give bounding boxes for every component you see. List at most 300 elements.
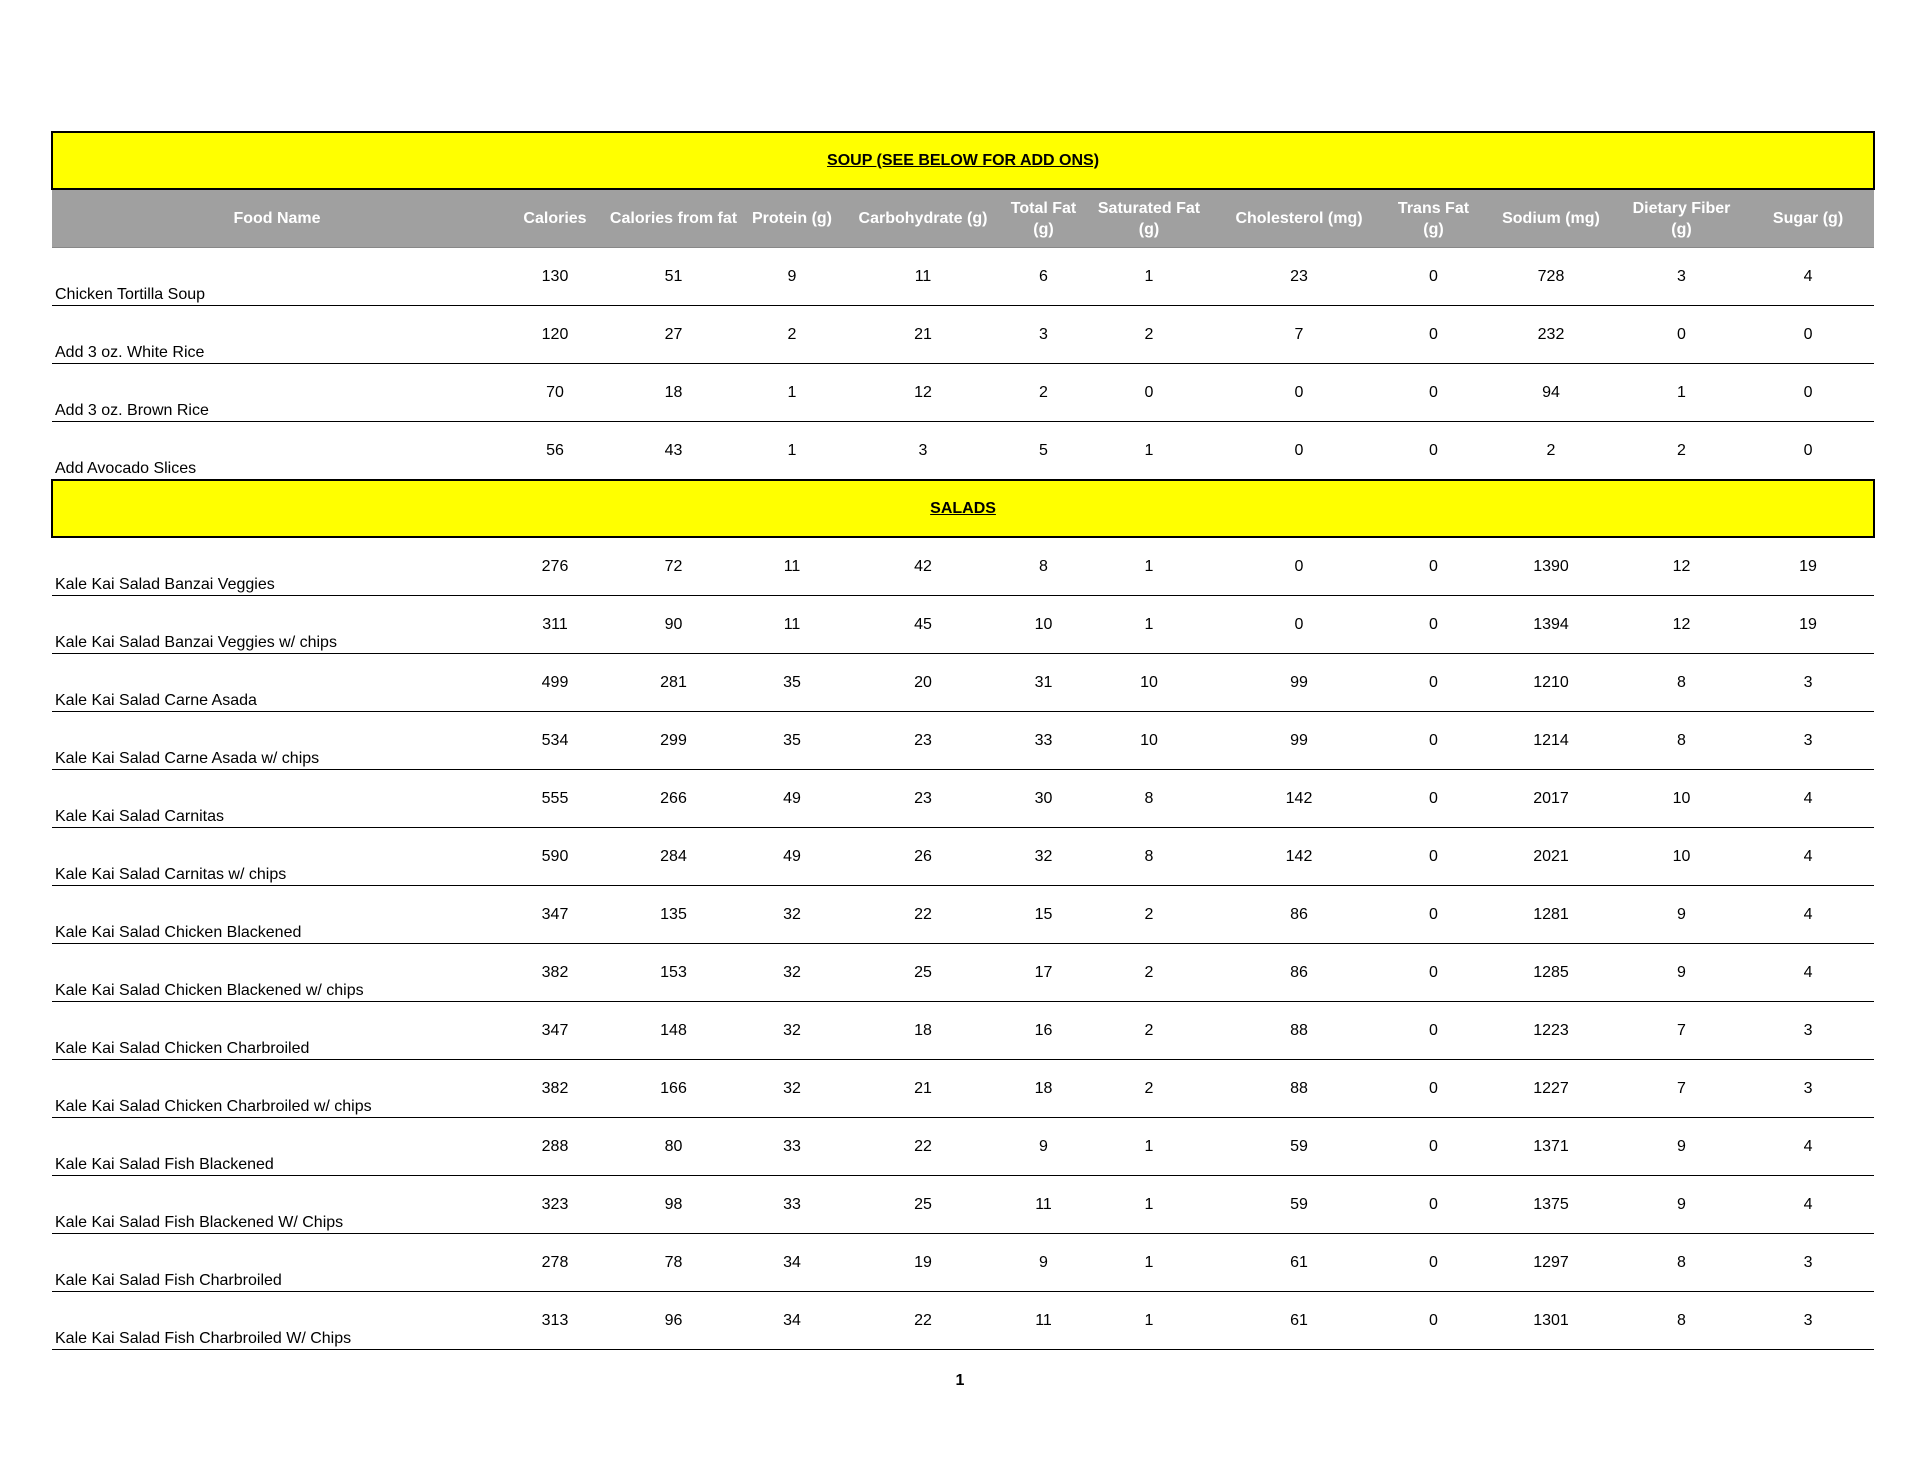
cell-value: 86 — [1290, 964, 1308, 981]
value-cell — [845, 422, 1001, 481]
value-cell — [1481, 654, 1621, 712]
cell-value: 3 — [918, 442, 928, 459]
cell-value: 1 — [787, 442, 797, 459]
cell-value: 59 — [1290, 1138, 1308, 1155]
value-cell — [1481, 1118, 1621, 1176]
value-cell — [1481, 248, 1621, 306]
value-cell — [502, 654, 608, 712]
value-cell — [845, 712, 1001, 770]
value-cell — [739, 712, 845, 770]
cell-value: 5 — [1039, 442, 1048, 459]
cell-value: 0 — [1429, 1080, 1438, 1097]
food-name-cell: Add Avocado Slices — [52, 422, 502, 481]
cell-value: 9 — [1039, 1254, 1048, 1271]
cell-value: 18 — [1034, 1080, 1053, 1097]
value-cell — [1212, 537, 1386, 596]
cell-value: 32 — [783, 964, 801, 981]
cell-value: 0 — [1429, 384, 1438, 401]
value-cell — [845, 364, 1001, 422]
value-cell — [502, 1176, 608, 1234]
table-row — [52, 364, 1874, 422]
cell-value: 4 — [1803, 964, 1813, 981]
value-cell — [739, 364, 845, 422]
column-header: Food Name — [52, 189, 502, 248]
cell-value: 142 — [1285, 790, 1313, 807]
cell-value: 19 — [1799, 558, 1817, 575]
value-cell — [1481, 364, 1621, 422]
value-cell — [1742, 712, 1874, 770]
cell-value: 1214 — [1533, 732, 1569, 749]
value-cell — [845, 537, 1001, 596]
value-cell — [608, 944, 739, 1002]
value-cell — [1001, 770, 1086, 828]
value-cell — [845, 1234, 1001, 1292]
cell-value: 0 — [1429, 1196, 1438, 1213]
value-cell — [739, 828, 845, 886]
value-cell — [739, 944, 845, 1002]
cell-value: 499 — [541, 674, 569, 691]
value-cell — [1086, 364, 1212, 422]
section-header — [52, 132, 1874, 189]
value-cell — [1742, 828, 1874, 886]
page-number: 1 — [955, 1372, 965, 1389]
cell-value: 1390 — [1533, 558, 1569, 575]
value-cell — [1621, 1292, 1742, 1350]
cell-value: 16 — [1034, 1022, 1053, 1039]
cell-value: 278 — [541, 1254, 569, 1271]
value-cell — [1621, 770, 1742, 828]
table-row — [52, 944, 1874, 1002]
value-cell — [739, 1002, 845, 1060]
value-cell — [1481, 1002, 1621, 1060]
value-cell — [608, 1060, 739, 1118]
value-cell — [739, 306, 845, 364]
cell-value: 8 — [1039, 558, 1048, 575]
cell-value: 33 — [1034, 732, 1053, 749]
value-cell — [502, 770, 608, 828]
cell-value: 42 — [914, 558, 932, 575]
cell-value: 0 — [1429, 1022, 1438, 1039]
cell-value: 382 — [541, 964, 569, 981]
column-header: Protein (g) — [739, 189, 845, 248]
cell-value: 1281 — [1533, 906, 1569, 923]
cell-value: 0 — [1429, 674, 1438, 691]
cell-value: 728 — [1537, 268, 1565, 285]
cell-value: 59 — [1290, 1196, 1308, 1213]
cell-value: 0 — [1429, 1254, 1438, 1271]
cell-value: 23 — [914, 732, 932, 749]
value-cell — [739, 1176, 845, 1234]
value-cell — [845, 1176, 1001, 1234]
cell-value: 0 — [1429, 964, 1438, 981]
value-cell — [502, 596, 608, 654]
food-name-cell: Kale Kai Salad Chicken Charbroiled — [52, 1002, 502, 1060]
value-cell — [502, 364, 608, 422]
food-name-cell: Kale Kai Salad Fish Charbroiled W/ Chips — [52, 1292, 502, 1350]
value-cell — [502, 1060, 608, 1118]
cell-value: 35 — [783, 732, 801, 749]
cell-value: 0 — [1294, 442, 1304, 459]
value-cell — [1212, 364, 1386, 422]
cell-value: 98 — [664, 1196, 683, 1213]
cell-value: 0 — [1429, 848, 1438, 865]
column-header: Sodium (mg) — [1481, 189, 1621, 248]
value-cell — [608, 537, 739, 596]
column-header: Total Fat (g) — [1001, 189, 1086, 248]
column-header: Dietary Fiber (g) — [1621, 189, 1742, 248]
cell-value: 276 — [541, 558, 569, 575]
cell-value: 2 — [1144, 906, 1154, 923]
food-name-cell: Kale Kai Salad Fish Blackened W/ Chips — [52, 1176, 502, 1234]
cell-value: 323 — [541, 1196, 569, 1213]
cell-value: 1371 — [1533, 1138, 1569, 1155]
value-cell — [1212, 886, 1386, 944]
cell-value: 11 — [783, 616, 801, 633]
cell-value: 2 — [787, 326, 797, 343]
cell-value: 8 — [1677, 674, 1686, 691]
value-cell — [1386, 1292, 1481, 1350]
cell-value: 7 — [1294, 326, 1304, 343]
value-cell — [1481, 886, 1621, 944]
column-header: Cholesterol (mg) — [1212, 189, 1386, 248]
cell-value: 153 — [660, 964, 687, 981]
cell-value: 3 — [1803, 1254, 1813, 1271]
value-cell — [739, 654, 845, 712]
table-row — [52, 1176, 1874, 1234]
value-cell — [1742, 537, 1874, 596]
cell-value: 11 — [783, 558, 801, 575]
value-cell — [1386, 886, 1481, 944]
cell-value: 11 — [1035, 1196, 1052, 1213]
cell-value: 2 — [1677, 442, 1686, 459]
cell-value: 1 — [1144, 616, 1154, 633]
value-cell — [1212, 1234, 1386, 1292]
cell-value: 22 — [914, 1312, 932, 1329]
value-cell — [1386, 1002, 1481, 1060]
cell-value: 33 — [783, 1138, 801, 1155]
value-cell — [845, 886, 1001, 944]
cell-value: 32 — [783, 1080, 801, 1097]
value-cell — [1086, 1176, 1212, 1234]
value-cell — [1001, 248, 1086, 306]
value-cell — [502, 1234, 608, 1292]
cell-value: 99 — [1290, 732, 1308, 749]
value-cell — [1001, 1234, 1086, 1292]
cell-value: 23 — [914, 790, 932, 807]
value-cell — [1001, 422, 1086, 481]
cell-value: 3 — [1803, 1022, 1813, 1039]
table-row — [52, 306, 1874, 364]
value-cell — [1086, 248, 1212, 306]
cell-value: 32 — [783, 906, 801, 923]
value-cell — [608, 712, 739, 770]
cell-value: 2 — [1039, 384, 1048, 401]
cell-value: 4 — [1803, 1196, 1813, 1213]
value-cell — [1621, 306, 1742, 364]
cell-value: 20 — [914, 674, 932, 691]
value-cell — [845, 596, 1001, 654]
value-cell — [502, 306, 608, 364]
cell-value: 166 — [660, 1080, 687, 1097]
value-cell — [1212, 770, 1386, 828]
value-cell — [1086, 1118, 1212, 1176]
value-cell — [1386, 770, 1481, 828]
value-cell — [608, 1176, 739, 1234]
value-cell — [1386, 537, 1481, 596]
cell-value: 0 — [1429, 906, 1438, 923]
cell-value: 1227 — [1533, 1080, 1569, 1097]
value-cell — [1386, 828, 1481, 886]
cell-value: 94 — [1542, 384, 1560, 401]
value-cell — [1386, 1060, 1481, 1118]
table-row — [52, 770, 1874, 828]
cell-value: 1 — [1144, 268, 1154, 285]
value-cell — [845, 654, 1001, 712]
cell-value: 3 — [1803, 732, 1813, 749]
cell-value: 9 — [1677, 1138, 1686, 1155]
cell-value: 2021 — [1533, 848, 1569, 865]
cell-value: 1 — [1144, 1312, 1154, 1329]
value-cell — [1086, 537, 1212, 596]
cell-value: 299 — [660, 732, 687, 749]
cell-value: 142 — [1285, 848, 1313, 865]
cell-value: 17 — [1034, 964, 1053, 981]
column-header: Saturated Fat (g) — [1086, 189, 1212, 248]
table-row — [52, 1060, 1874, 1118]
value-cell — [502, 1118, 608, 1176]
value-cell — [502, 828, 608, 886]
column-header: Sugar (g) — [1742, 189, 1874, 248]
value-cell — [1742, 944, 1874, 1002]
value-cell — [1386, 1118, 1481, 1176]
cell-value: 120 — [541, 326, 569, 343]
cell-value: 34 — [783, 1312, 801, 1329]
cell-value: 3 — [1803, 674, 1813, 691]
cell-value: 288 — [541, 1138, 569, 1155]
column-header: Carbohydrate (g) — [845, 189, 1001, 248]
value-cell — [1086, 886, 1212, 944]
value-cell — [845, 1118, 1001, 1176]
value-cell — [608, 1234, 739, 1292]
cell-value: 347 — [541, 906, 569, 923]
column-header: Calories from fat — [608, 189, 739, 248]
value-cell — [1212, 1118, 1386, 1176]
value-cell — [1001, 828, 1086, 886]
value-cell — [1621, 654, 1742, 712]
cell-value: 25 — [914, 1196, 932, 1213]
cell-value: 0 — [1677, 326, 1686, 343]
food-name-cell: Add 3 oz. White Rice — [52, 306, 502, 364]
cell-value: 8 — [1677, 1312, 1686, 1329]
value-cell — [1742, 1060, 1874, 1118]
value-cell — [845, 248, 1001, 306]
cell-value: 2 — [1144, 326, 1154, 343]
value-cell — [739, 537, 845, 596]
cell-value: 232 — [1537, 326, 1565, 343]
value-cell — [608, 1002, 739, 1060]
value-cell — [1621, 596, 1742, 654]
cell-value: 0 — [1429, 790, 1438, 807]
value-cell — [1001, 537, 1086, 596]
cell-value: 70 — [546, 384, 564, 401]
value-cell — [1386, 364, 1481, 422]
value-cell — [1481, 1060, 1621, 1118]
cell-value: 12 — [1672, 616, 1691, 633]
cell-value: 18 — [914, 1022, 932, 1039]
value-cell — [502, 248, 608, 306]
value-cell — [1212, 248, 1386, 306]
cell-value: 22 — [914, 1138, 932, 1155]
value-cell — [608, 306, 739, 364]
value-cell — [739, 1118, 845, 1176]
cell-value: 10 — [1034, 616, 1053, 633]
value-cell — [845, 306, 1001, 364]
value-cell — [739, 596, 845, 654]
cell-value: 1 — [1144, 558, 1154, 575]
cell-value: 4 — [1803, 1138, 1813, 1155]
cell-value: 56 — [546, 442, 564, 459]
cell-value: 148 — [660, 1022, 687, 1039]
cell-value: 9 — [1039, 1138, 1048, 1155]
cell-value: 45 — [914, 616, 932, 633]
table-row — [52, 1292, 1874, 1350]
value-cell — [608, 596, 739, 654]
value-cell — [1621, 248, 1742, 306]
cell-value: 4 — [1803, 906, 1813, 923]
cell-value: 21 — [914, 1080, 932, 1097]
section-header — [52, 480, 1874, 537]
cell-value: 313 — [541, 1312, 569, 1329]
value-cell — [502, 422, 608, 481]
cell-value: 281 — [660, 674, 687, 691]
cell-value: 10 — [1672, 848, 1691, 865]
value-cell — [502, 537, 608, 596]
value-cell — [608, 654, 739, 712]
cell-value: 12 — [1672, 558, 1691, 575]
cell-value: 72 — [664, 558, 683, 575]
cell-value: 61 — [1290, 1312, 1308, 1329]
cell-value: 534 — [541, 732, 569, 749]
cell-value: 99 — [1290, 674, 1308, 691]
cell-value: 19 — [914, 1254, 932, 1271]
cell-value: 43 — [664, 442, 683, 459]
value-cell — [1481, 712, 1621, 770]
value-cell — [1001, 886, 1086, 944]
value-cell — [1742, 364, 1874, 422]
value-cell — [1212, 1060, 1386, 1118]
food-name-cell: Kale Kai Salad Carnitas — [52, 770, 502, 828]
value-cell — [1386, 712, 1481, 770]
value-cell — [1001, 306, 1086, 364]
value-cell — [845, 1002, 1001, 1060]
value-cell — [1386, 654, 1481, 712]
value-cell — [1742, 654, 1874, 712]
cell-value: 1394 — [1533, 616, 1569, 633]
value-cell — [739, 422, 845, 481]
cell-value: 88 — [1290, 1080, 1308, 1097]
cell-value: 9 — [1677, 1196, 1686, 1213]
cell-value: 0 — [1429, 442, 1438, 459]
value-cell — [1001, 944, 1086, 1002]
cell-value: 4 — [1803, 790, 1813, 807]
value-cell — [608, 364, 739, 422]
value-cell — [502, 712, 608, 770]
cell-value: 2 — [1144, 1022, 1154, 1039]
cell-value: 86 — [1290, 906, 1308, 923]
cell-value: 347 — [541, 1022, 569, 1039]
value-cell — [1621, 828, 1742, 886]
value-cell — [1212, 306, 1386, 364]
value-cell — [1086, 1060, 1212, 1118]
value-cell — [1742, 1176, 1874, 1234]
cell-value: 0 — [1294, 558, 1304, 575]
cell-value: 0 — [1803, 384, 1813, 401]
cell-value: 31 — [1034, 674, 1053, 691]
column-header: Calories — [502, 189, 608, 248]
table-row — [52, 1234, 1874, 1292]
value-cell — [1621, 422, 1742, 481]
cell-value: 15 — [1034, 906, 1053, 923]
value-cell — [845, 944, 1001, 1002]
food-name-cell: Kale Kai Salad Carne Asada — [52, 654, 502, 712]
cell-value: 90 — [664, 616, 683, 633]
value-cell — [1212, 1002, 1386, 1060]
cell-value: 0 — [1294, 616, 1304, 633]
cell-value: 3 — [1803, 1080, 1813, 1097]
value-cell — [1386, 1176, 1481, 1234]
value-cell — [845, 770, 1001, 828]
cell-value: 7 — [1677, 1080, 1686, 1097]
value-cell — [1481, 1234, 1621, 1292]
value-cell — [502, 886, 608, 944]
value-cell — [739, 1060, 845, 1118]
table-row — [52, 596, 1874, 654]
value-cell — [1386, 944, 1481, 1002]
cell-value: 10 — [1140, 732, 1158, 749]
food-name-cell: Kale Kai Salad Banzai Veggies — [52, 537, 502, 596]
table-row — [52, 1002, 1874, 1060]
cell-value: 0 — [1429, 268, 1438, 285]
value-cell — [502, 1292, 608, 1350]
value-cell — [1001, 1002, 1086, 1060]
value-cell — [1386, 422, 1481, 481]
cell-value: 1210 — [1533, 674, 1569, 691]
cell-value: 284 — [660, 848, 687, 865]
food-name-cell: Add 3 oz. Brown Rice — [52, 364, 502, 422]
cell-value: 9 — [1677, 964, 1686, 981]
value-cell — [1481, 537, 1621, 596]
cell-value: 2 — [1144, 1080, 1154, 1097]
value-cell — [502, 944, 608, 1002]
cell-value: 0 — [1803, 326, 1813, 343]
value-cell — [1481, 422, 1621, 481]
cell-value: 555 — [541, 790, 569, 807]
value-cell — [1212, 596, 1386, 654]
column-header: Trans Fat (g) — [1386, 189, 1481, 248]
value-cell — [1621, 1176, 1742, 1234]
value-cell — [1086, 654, 1212, 712]
cell-value: 1223 — [1533, 1022, 1569, 1039]
food-name-cell: Kale Kai Salad Banzai Veggies w/ chips — [52, 596, 502, 654]
section-title: SALADS — [930, 499, 996, 517]
value-cell — [1086, 712, 1212, 770]
value-cell — [608, 1292, 739, 1350]
cell-value: 51 — [664, 268, 683, 285]
cell-value: 33 — [783, 1196, 801, 1213]
value-cell — [1621, 537, 1742, 596]
cell-value: 9 — [1677, 906, 1686, 923]
cell-value: 0 — [1429, 558, 1438, 575]
